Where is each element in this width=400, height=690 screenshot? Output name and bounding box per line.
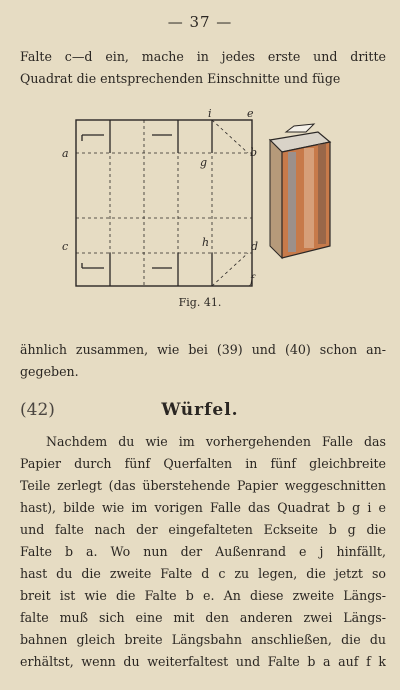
section-title: Würfel. <box>161 400 239 420</box>
text-line: Teile zerlegt (das überstehende Papier weggeschnitten <box>20 478 386 493</box>
section-number: (42) <box>20 400 55 420</box>
text-line: Papier durch fünf Querfalten in fünf gleichbreite <box>20 456 386 471</box>
cube-illustration <box>270 124 330 258</box>
label-h: h <box>202 236 210 249</box>
figure-caption: Fig. 41. <box>178 296 222 309</box>
text-line: Falte b a. Wo nun der Außenrand e j hinfällt, <box>20 544 386 559</box>
text-line: Quadrat die entsprechenden Einschnitte und füge <box>20 71 341 86</box>
section-heading <box>0 400 400 426</box>
cube-highlight <box>304 148 314 248</box>
net-outline <box>76 120 252 286</box>
label-a: a <box>62 147 69 160</box>
fold-diagram-figure <box>60 108 350 294</box>
label-b: b <box>250 146 258 159</box>
label-g: g <box>200 156 208 169</box>
label-f: f <box>250 273 255 286</box>
label-e: e <box>247 108 254 120</box>
cube-shade <box>318 144 326 244</box>
text-line: Nachdem du wie im vorhergehenden Falle das <box>46 434 386 449</box>
text-line: gegeben. <box>20 364 79 379</box>
text-line: und falte nach der eingefalteten Eckseite b g die <box>20 522 386 537</box>
diagonal-fold-top <box>212 120 248 153</box>
cube-left-face <box>270 140 282 258</box>
text-line: Falte c—d ein, mache in jedes erste und dritte <box>20 49 386 64</box>
cube-shade <box>288 152 296 252</box>
text-line: bahnen gleich breite Längsbahn anschließen, die du <box>20 632 386 647</box>
cube-lid-flap <box>286 124 314 132</box>
text-line: falte muß sich eine mit den anderen zwei Längs- <box>20 610 386 625</box>
label-i: i <box>208 108 212 120</box>
text-line: erhältst, wenn du weiterfaltest und Falte b a auf f k <box>20 654 386 669</box>
text-line: ähnlich zusammen, wie bei (39) und (40) schon an- <box>20 342 386 357</box>
text-line: hast), bilde wie im vorigen Falle das Quadrat b g i e <box>20 500 386 515</box>
page-number: — 37 — <box>167 13 233 31</box>
text-line: breit ist wie die Falte b e. An diese zweite Längs- <box>20 588 386 603</box>
label-c: c <box>62 240 69 253</box>
diagonal-fold-bottom <box>212 253 248 286</box>
net-drawing <box>76 120 252 286</box>
label-d: d <box>251 240 259 253</box>
text-line: hast du die zweite Falte d c zu legen, die jetzt so <box>20 566 386 581</box>
